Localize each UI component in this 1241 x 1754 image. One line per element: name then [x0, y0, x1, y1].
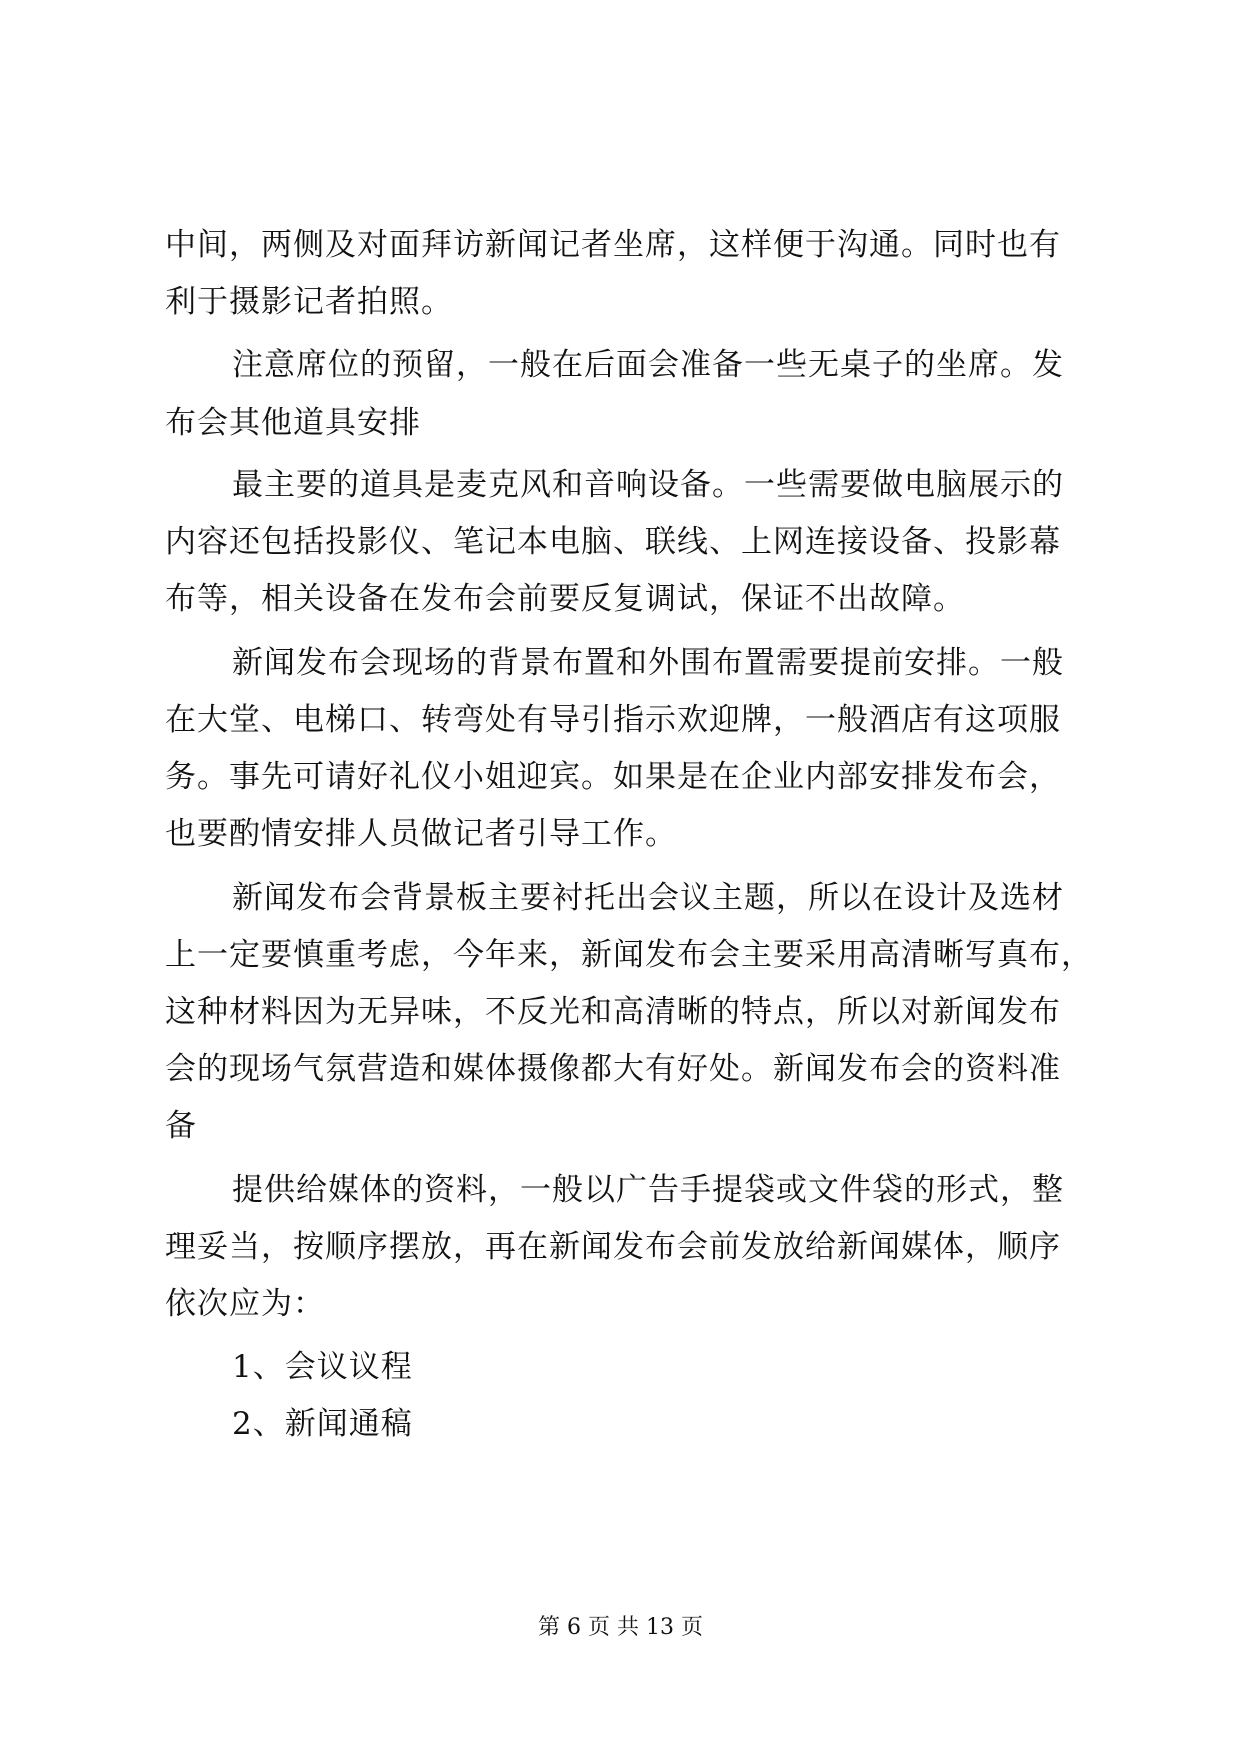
paragraph-first-line: 新闻发布会现场的背景布置和外围布置需要提前安排。一般: [232, 645, 1064, 681]
text-line: 依次应为：: [165, 1286, 325, 1322]
text-line: 也要酌情安排人员做记者引导工作。: [165, 816, 677, 852]
paragraph-first-line: 最主要的道具是麦克风和音响设备。一些需要做电脑展示的: [232, 467, 1064, 503]
text-line: 布会其他道具安排: [165, 405, 421, 441]
list-item: 1、会议议程: [232, 1349, 413, 1385]
text-line: 备: [165, 1108, 197, 1144]
paragraph-first-line: 提供给媒体的资料，一般以广告手提袋或文件袋的形式，整: [232, 1172, 1064, 1208]
text-line: 中间，两侧及对面拜访新闻记者坐席，这样便于沟通。同时也有: [165, 227, 1061, 263]
paragraph-first-line: 新闻发布会背景板主要衬托出会议主题，所以在设计及选材: [232, 880, 1064, 916]
text-line: 利于摄影记者拍照。: [165, 284, 453, 320]
text-line: 理妥当，按顺序摆放，再在新闻发布会前发放给新闻媒体，顺序: [165, 1229, 1061, 1265]
page-number-footer: 第 6 页 共 13 页: [538, 1615, 703, 1640]
paragraph-first-line: 注意席位的预留，一般在后面会准备一些无桌子的坐席。发: [232, 347, 1064, 383]
text-line: 会的现场气氛营造和媒体摄像都大有好处。新闻发布会的资料准: [165, 1051, 1061, 1087]
text-line: 务。事先可请好礼仪小姐迎宾。如果是在企业内部安排发布会，: [165, 759, 1061, 795]
text-line: 内容还包括投影仪、笔记本电脑、联线、上网连接设备、投影幕: [165, 524, 1061, 560]
text-line: 这种材料因为无异味，不反光和高清晰的特点，所以对新闻发布: [165, 994, 1061, 1030]
text-line: 上一定要慎重考虑，今年来，新闻发布会主要采用高清晰写真布，: [165, 937, 1093, 973]
text-line: 在大堂、电梯口、转弯处有导引指示欢迎牌，一般酒店有这项服: [165, 702, 1061, 738]
list-item: 2、新闻通稿: [232, 1406, 413, 1442]
text-line: 布等，相关设备在发布会前要反复调试，保证不出故障。: [165, 581, 965, 617]
